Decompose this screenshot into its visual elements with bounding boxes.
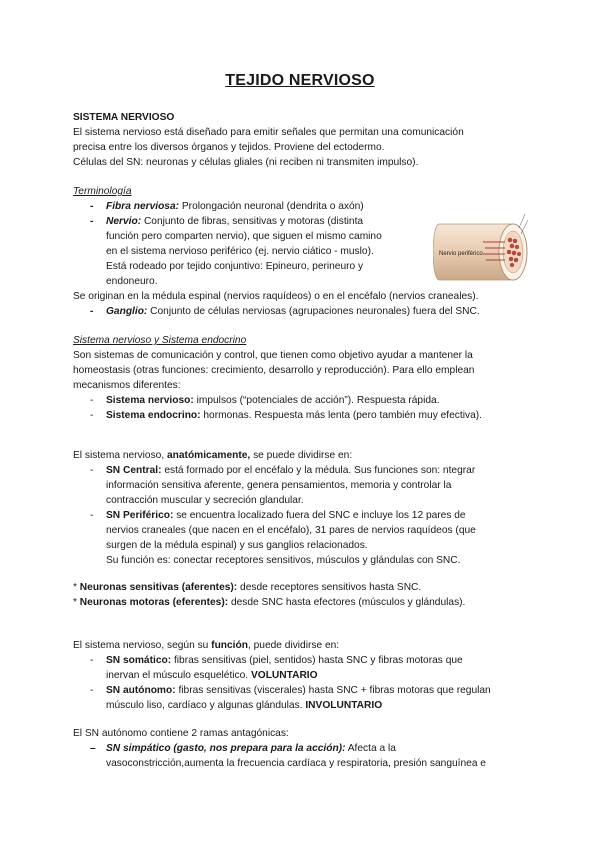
bullet-dash: - [90,510,94,521]
section-neuronas [73,580,528,610]
definition-line [106,668,528,683]
definition-line: Afecta a la [345,743,396,754]
term-snc: SN Central: [106,465,162,476]
list-item-nervio [73,214,424,289]
bullet-dash: - [90,655,94,666]
section-sistemas [73,333,528,423]
paragraph-line: Son sistemas de comunicación y control, que tienen como objetivo ayudar a mantener la [73,350,473,361]
definition-line: fibras sensitivas (viscerales) hasta SNC + fibras motoras que regulan [175,685,491,696]
definition-neuronas-sensitivas: desde receptores sensitivos hasta SNC. [237,582,422,593]
bullet-dash: - [90,395,94,406]
paragraph-line [73,638,528,653]
list-item-snp [73,508,528,568]
definition-fibra: Prolongación neuronal (dendrita o axón) [179,201,364,212]
paragraph-line: homeostasis (otras funciones: crecimiento, desarrollo y reproducción). Para ello emplean [73,365,475,376]
figure-label: Nervio periférico [439,251,483,257]
section-sistema-nervioso [73,110,528,170]
term-sn-autonomo: SN autónomo: [106,685,176,696]
text-run-bold: anatómicamente, [167,450,251,461]
term-neuronas-motoras: Neuronas motoras (eferentes): [79,597,229,608]
term-sn-somatico: SN somático: [106,655,172,666]
list-item-sistema-endocrino [73,408,528,423]
text-run: se puede dividirse en: [250,450,353,461]
definition-line: está formado por el encéfalo y la médula. Sus funciones son: ntegrar [161,465,476,476]
bullet-dash: - [90,465,94,476]
text-run: músculo liso, cardíaco y algunas glándulas. [106,700,306,711]
definition-line: surgen de la médula espinal) y sus ganglios relacionados. [106,540,368,551]
paragraph-line: El SN autónomo contiene 2 ramas antagónicas: [73,728,289,739]
list-item-snc [73,463,528,508]
definition-line [106,698,528,713]
definition-line: Conjunto de fibras, sensitivas y motoras (distinta [141,216,364,227]
definition-line: Está rodeado por tejido conjuntivo: Epineuro, perineuro y [106,261,364,272]
list-item-sn-simpatico [73,741,528,771]
asterisk: * [73,597,80,608]
definition-line: información sensitiva aferente, genera pensamientos, memoria y controlar la [106,480,452,491]
definition-ganglio: Conjunto de células nerviosas (agrupaciones neuronales) fuera del SNC. [147,306,480,317]
paragraph-line [73,580,528,595]
bullet-dash: - [90,306,94,317]
peripheral-nerve-illustration [433,210,530,294]
section-funcion [73,638,528,713]
definition-line: en el sistema nervioso periférico (ej. nervio ciático - muslo). [106,246,374,257]
definition-line: nervios craneales (que nacen en el encéfalo), 31 pares de nervios raquídeos (que [106,525,476,536]
definition-line: vasoconstricción,aumenta la frecuencia cardíaca y respiratoria, presión sanguínea e [106,758,486,769]
text-run-bold: VOLUNTARIO [250,670,318,681]
section-anatomico [73,448,528,568]
list-item-sn-somatico [73,653,528,683]
term-sistema-nervioso: Sistema nervioso: [106,395,194,406]
term-fibra: Fibra nerviosa: [106,201,180,212]
text-run: El sistema nervioso, [73,450,167,461]
paragraph-line: Células del SN: neuronas y células gliales (ni reciben ni transmiten impulso). [73,157,419,168]
list-item-ganglio [73,304,528,319]
paragraph-line: precisa entre los diversos órganos y tejidos. Proviene del ectodermo. [73,142,385,153]
bullet-dash: - [90,216,94,227]
definition-sistema-nervioso: impulsos (“potenciales de acción”). Respuesta rápida. [193,395,440,406]
bullet-endash: – [90,743,96,754]
bullet-dash: - [90,685,94,696]
paragraph-line [73,448,528,463]
bullet-dash: - [90,410,94,421]
text-run-bold: INVOLUNTARIO [305,700,383,711]
term-snp: SN Periférico: [106,510,174,521]
term-sn-simpatico: SN simpático (gasto, nos prepara para la acción): [106,743,346,754]
section-heading: Sistema nervioso y Sistema endocrino [73,335,247,346]
definition-line: contracción muscular y secreción glandular. [106,495,304,506]
section-heading: SISTEMA NERVIOSO [73,112,175,123]
definition-line: Su función es: conectar receptores sensitivos, músculos y glándulas con SNC. [106,555,461,566]
paragraph-line: El sistema nervioso está diseñado para emitir señales que permitan una comunicación [73,127,464,138]
term-sistema-endocrino: Sistema endocrino: [106,410,201,421]
text-run: inervan el músculo esquelético. [106,670,251,681]
term-neuronas-sensitivas: Neuronas sensitivas (aferentes): [79,582,238,593]
list-item-sn-autonomo [73,683,528,713]
section-heading: Terminología [73,186,132,197]
text-run-bold: función [211,640,248,651]
term-ganglio: Ganglio: [106,306,148,317]
list-item-sistema-nervioso [73,393,528,408]
text-run: , puede dividirse en: [247,640,340,651]
paragraph-line: Se originan en la médula espinal (nervios raquídeos) o en el encéfalo (nervios craneales). [73,291,479,302]
term-nervio: Nervio: [106,216,142,227]
definition-line: fibras sensitivas (piel, sentidos) hasta SNC y fibras motoras que [171,655,463,666]
page-title: TEJIDO NERVIOSO [225,72,375,89]
paragraph-line [73,595,528,610]
definition-line: función pero comparten nervio), que siguen el mismo camino [106,231,382,242]
bullet-dash: - [90,201,94,212]
definition-neuronas-motoras: desde SNC hasta efectores (músculos y glándulas). [228,597,466,608]
section-sn-autonomo [73,726,528,771]
text-run: El sistema nervioso, según su [73,640,212,651]
definition-line: se encuentra localizado fuera del SNC e incluye los 12 pares de [173,510,466,521]
asterisk: * [73,582,80,593]
definition-line: endoneuro. [106,276,158,287]
definition-sistema-endocrino: hormonas. Respuesta más lenta (pero también muy efectiva). [200,410,482,421]
paragraph-line: mecanismos diferentes: [73,380,181,391]
